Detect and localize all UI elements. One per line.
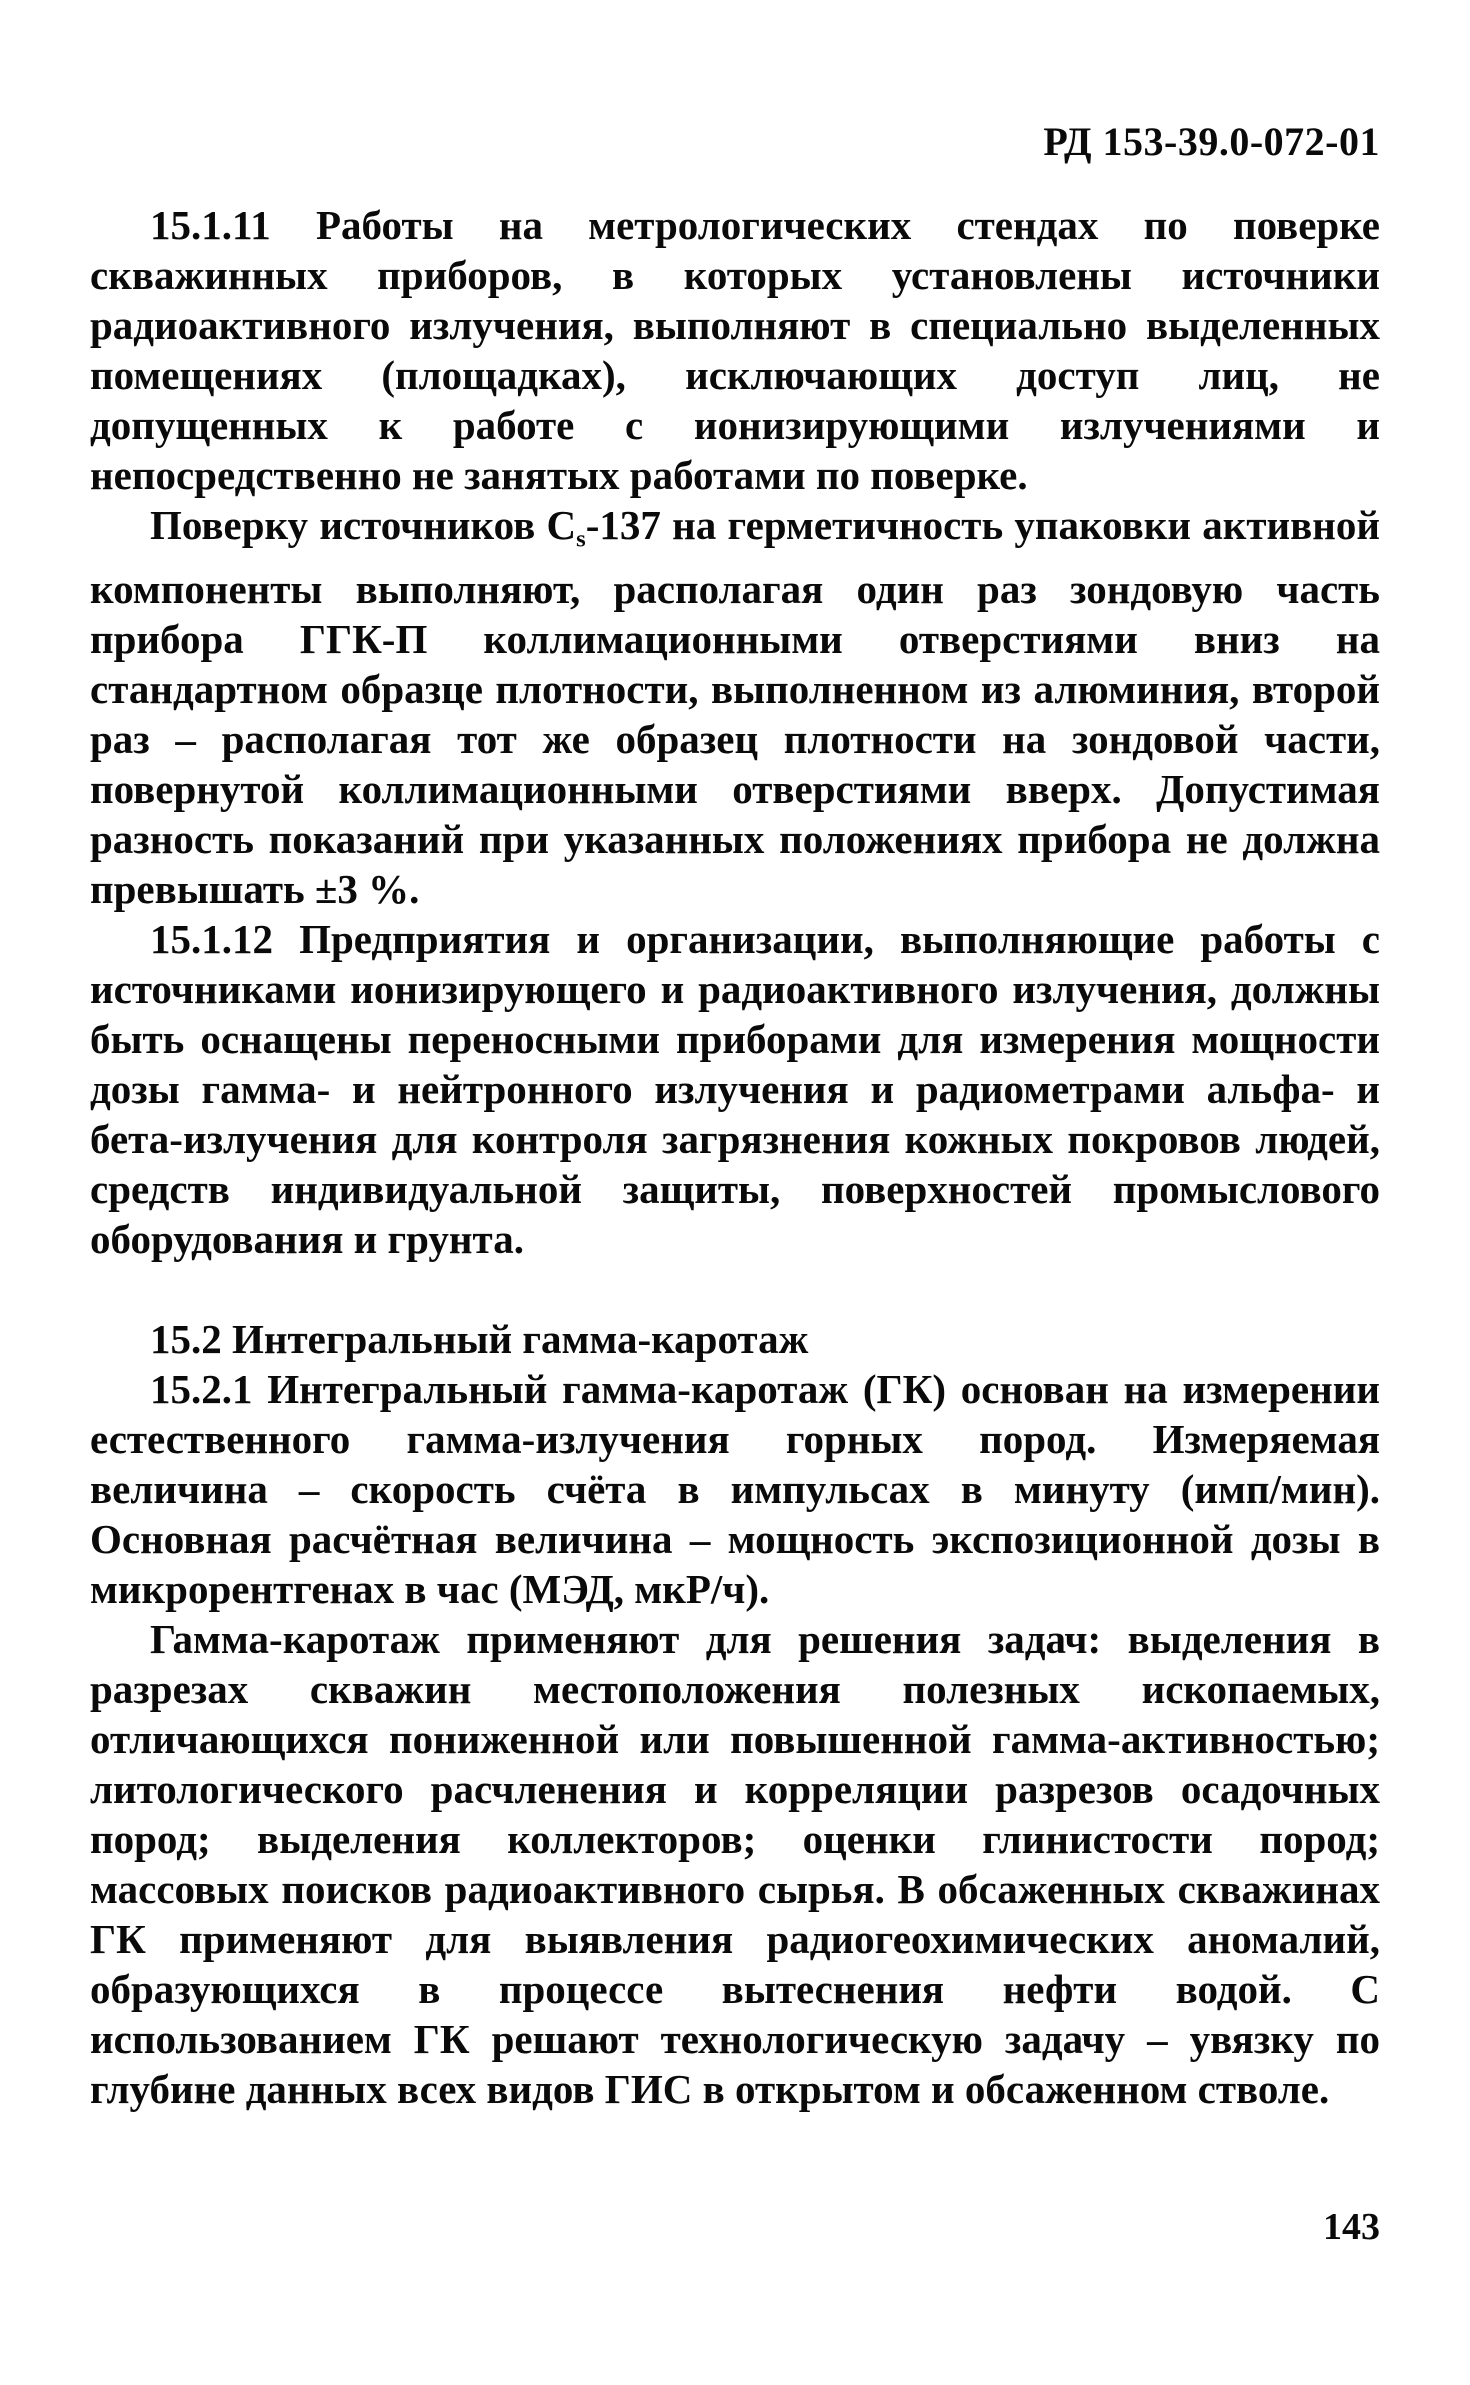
page-number: 143 [1323,2206,1380,2248]
paragraph-15-1-11: 15.1.11 Работы на метрологических стендах по поверке скважинных приборов, в которых установлены источники радиоактивного излучения, выполняют в специально выделенных помещениях (площадках), исключающих доступ лиц, не допущенных к работе с ионизирующими излучениями и непосредственно не занятых работами по поверке. [90,202,1380,498]
section-heading-15-2: 15.2 Интегральный гамма-каротаж [150,1316,809,1363]
paragraph-gamma-tasks: Гамма-каротаж применяют для решения задач: выделения в разрезах скважин местоположения полезных ископаемых, отличающихся пониженной или повышенной гамма-активностью; литологического расчленения и корреляции разрезов осадочных пород; выделения коллекторов; оценки глинистости пород; массовых поисков радиоактивного сырья. В обсаженных скважинах ГК применяют для выявления радиогеохимических аномалий, образующихся в процессе вытеснения нефти водой. С использованием ГК решают технологическую задачу – увязку по глубине данных всех видов ГИС в открытом и обсаженном стволе. [90,1616,1380,2113]
paragraph-15-1-12: 15.1.12 Предприятия и организации, выполняющие работы с источниками ионизирующего и радиоактивного излучения, должны быть оснащены переносными приборами для измерения мощности дозы гамма- и нейтронного излучения и радиометрами альфа- и бета-излучения для контроля загрязнения кожных покровов людей, средств индивидуальной защиты, поверхностей промыслового оборудования и грунта. [90,916,1380,1263]
paragraph-cs137-text-start: Поверку источников C [150,502,577,548]
paragraph-15-2-1: 15.2.1 Интегральный гамма-каротаж (ГК) основан на измерении естественного гамма-излучения горных пород. Измеряемая величина – скорость счёта в импульсах в минуту (имп/мин). Основная расчётная величина – мощность экспозиционной дозы в микрорентгенах в час (МЭД, мкР/ч). [90,1366,1380,1613]
subscript-s: s [576,525,586,553]
document-code-header: РД 153-39.0-072-01 [1043,119,1380,164]
paragraph-cs137-check [90,500,1380,914]
paragraph-cs137-text-end: -137 на герметичность упаковки активной компоненты выполняют, располагая один раз зондовую часть прибора ГГК-П коллимационными отверстиями вниз на стандартном образце плотности, выполненном из алюминия, второй раз – располагая тот же образец плотности на зондовой части, повернутой коллимационными отверстиями вверх. Допустимая разность показаний при указанных положениях прибора не должна превышать ±3 %. [90,502,1380,913]
document-body [90,200,1380,2114]
